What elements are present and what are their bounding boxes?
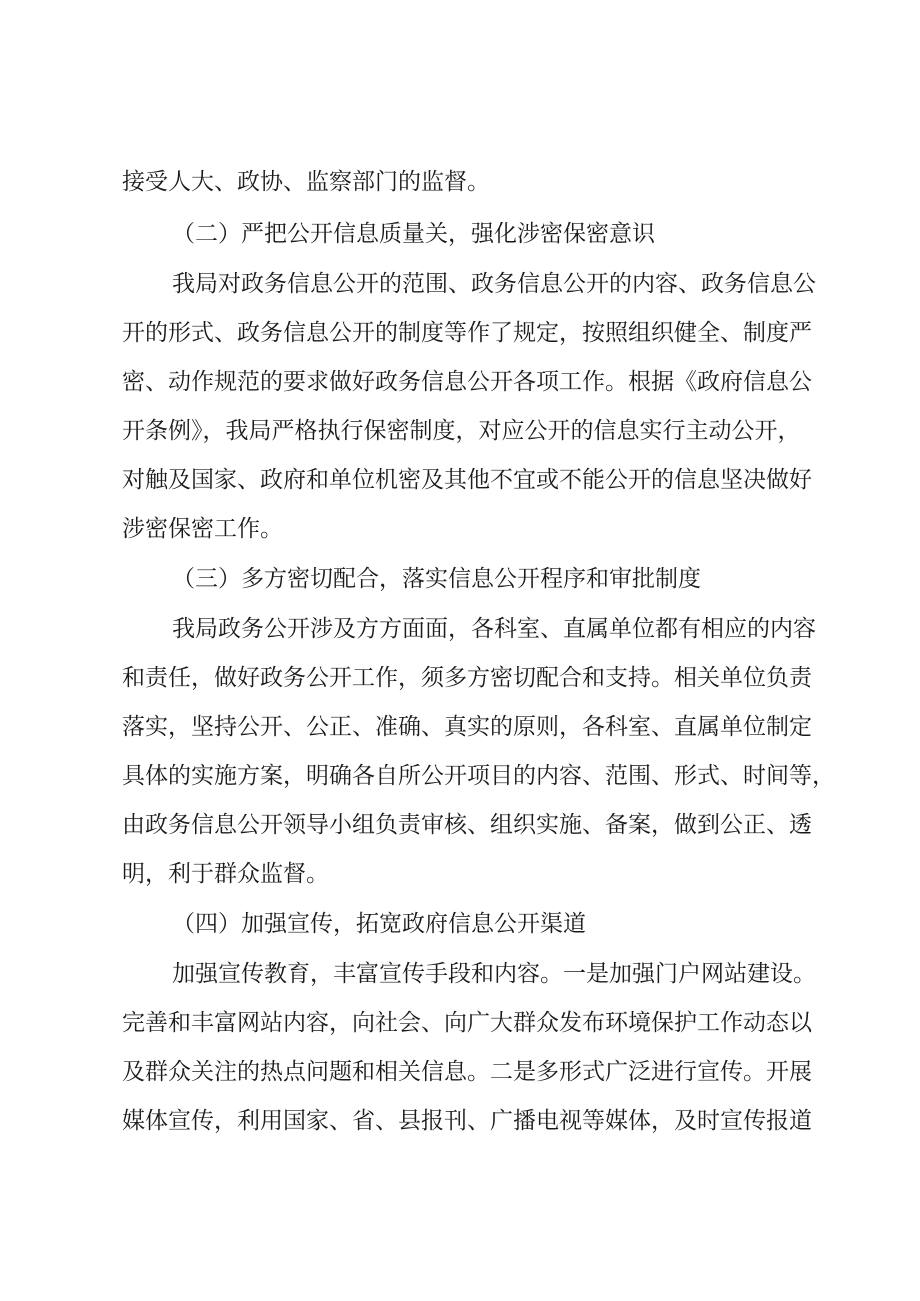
paragraph-line: 由政务信息公开领导小组负责审核、组织实施、备案，做到公正、透 [122, 812, 812, 838]
paragraph-line: 对触及国家、政府和单位机密及其他不宜或不能公开的信息坚决做好 [122, 467, 812, 493]
paragraph-line: 和责任，做好政务公开工作，须多方密切配合和支持。相关单位负责 [122, 665, 812, 691]
paragraph-line: 我局政务公开涉及方方面面，各科室、直属单位都有相应的内容 [172, 616, 816, 642]
section-heading-4: （四）加强宣传，拓宽政府信息公开渠道 [172, 911, 586, 937]
paragraph-line: 涉密保密工作。 [122, 516, 283, 542]
paragraph-line: 我局对政务信息公开的范围、政务信息公开的内容、政务信息公 [172, 271, 816, 297]
paragraph-line: 具体的实施方案，明确各自所公开项目的内容、范围、形式、时间等， [122, 763, 835, 789]
paragraph-line: 密、动作规范的要求做好政务信息公开各项工作。根据《政府信息公 [122, 369, 812, 395]
paragraph-line: 媒体宣传，利用国家、省、县报刊、广播电视等媒体，及时宣传报道 [122, 1108, 812, 1134]
text-line-continuation: 接受人大、政协、监察部门的监督。 [122, 169, 490, 195]
paragraph-line: 开条例》，我局严格执行保密制度，对应公开的信息实行主动公开， [122, 418, 801, 444]
section-heading-3: （三）多方密切配合，落实信息公开程序和审批制度 [172, 566, 701, 592]
paragraph-line: 开的形式、政务信息公开的制度等作了规定，按照组织健全、制度严 [122, 320, 812, 346]
paragraph-line: 加强宣传教育，丰富宣传手段和内容。一是加强门户网站建设。 [172, 961, 816, 987]
paragraph-line: 落实，坚持公开、公正、准确、真实的原则，各科室、直属单位制定 [122, 714, 812, 740]
paragraph-line: 完善和丰富网站内容，向社会、向广大群众发布环境保护工作动态以 [122, 1010, 812, 1036]
paragraph-line: 及群众关注的热点问题和相关信息。二是多形式广泛进行宣传。开展 [122, 1059, 812, 1085]
section-heading-2: （二）严把公开信息质量关，强化涉密保密意识 [172, 221, 655, 247]
paragraph-line: 明，利于群众监督。 [122, 861, 329, 887]
